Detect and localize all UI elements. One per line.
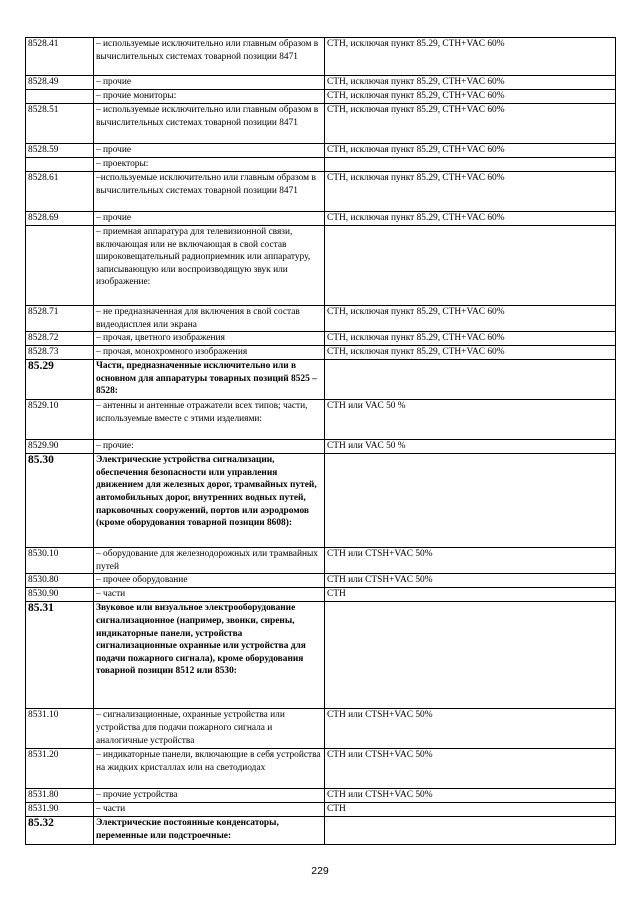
table-row [26, 749, 616, 789]
code-cell: 85.32 [26, 817, 94, 845]
table-row [26, 440, 616, 454]
description-cell: – прочие: [94, 440, 325, 454]
code-cell [26, 90, 94, 104]
rule-cell [325, 602, 616, 709]
description-cell: – проекторы: [94, 158, 325, 172]
rule-cell: СТН, исключая пункт 85.29, СТН+VAC 60% [325, 144, 616, 158]
rule-cell: СТН или VAC 50 % [325, 400, 616, 440]
rule-cell: СТН, исключая пункт 85.29, СТН+VAC 60% [325, 38, 616, 76]
code-cell: 8528.69 [26, 212, 94, 226]
code-cell: 8531.90 [26, 803, 94, 817]
table-row [26, 789, 616, 803]
description-cell: – прочие [94, 76, 325, 90]
description-cell: Звуковое или визуальное электрооборудование сигнализационное (например, звонки, сирены, индикаторные панели, устройства сигнализационные охранные или устройства для подачи пожарного сигнала), кроме оборудования товарной позиции 8512 или 8530: [94, 602, 325, 709]
table-row [26, 709, 616, 749]
rule-cell [325, 226, 616, 306]
table-row [26, 144, 616, 158]
rule-cell: СТН, исключая пункт 85.29, СТН+VAC 60% [325, 90, 616, 104]
description-cell: – используемые исключительно или главным образом в вычислительных системах товарной позиции 8471 [94, 104, 325, 144]
rule-cell [325, 158, 616, 172]
description-cell: – прочая, цветного изображения [94, 332, 325, 346]
table-row [26, 226, 616, 306]
table-row [26, 588, 616, 602]
rule-cell: СТН, исключая пункт 85.29, СТН+VAC 60% [325, 332, 616, 346]
table-row [26, 332, 616, 346]
code-cell: 8530.10 [26, 548, 94, 574]
description-cell: – оборудование для железнодорожных или трамвайных путей [94, 548, 325, 574]
rule-cell [325, 360, 616, 400]
rules-of-origin-table [25, 37, 616, 845]
code-cell: 8528.71 [26, 306, 94, 332]
code-cell: 8531.10 [26, 709, 94, 749]
rule-cell: СТН, исключая пункт 85.29, СТН+VAC 60% [325, 346, 616, 360]
description-cell: – приемная аппаратура для телевизионной связи, включающая или не включающая в свой состав широковещательный радиоприемник или аппаратуру, записывающую или воспроизводящую звук или изображение: [94, 226, 325, 306]
code-cell: 8528.49 [26, 76, 94, 90]
table-row [26, 104, 616, 144]
rule-cell: СТН [325, 803, 616, 817]
rule-cell: СТН, исключая пункт 85.29, СТН+VAC 60% [325, 212, 616, 226]
description-cell: – прочие устройства [94, 789, 325, 803]
table-row [26, 38, 616, 76]
description-cell: – антенны и антенные отражатели всех типов; части, используемые вместе с этими изделиями: [94, 400, 325, 440]
code-cell [26, 226, 94, 306]
rule-cell: СТН или CTSH+VAC 50% [325, 548, 616, 574]
code-cell: 8528.61 [26, 172, 94, 212]
code-cell [26, 158, 94, 172]
table-row [26, 90, 616, 104]
code-cell: 8528.72 [26, 332, 94, 346]
rule-cell: СТН или VAC 50 % [325, 440, 616, 454]
page-number: 229 [311, 865, 329, 877]
table-row [26, 803, 616, 817]
description-cell: – прочие [94, 212, 325, 226]
code-cell: 85.29 [26, 360, 94, 400]
table-row [26, 212, 616, 226]
table-row [26, 76, 616, 90]
rule-cell: СТН или CTSH+VAC 50% [325, 574, 616, 588]
code-cell: 8529.10 [26, 400, 94, 440]
table-row [26, 574, 616, 588]
code-cell: 85.30 [26, 454, 94, 548]
table-row [26, 400, 616, 440]
description-cell: –используемые исключительно или главным образом в вычислительных системах товарной позиции 8471 [94, 172, 325, 212]
rule-cell: СТН, исключая пункт 85.29, СТН+VAC 60% [325, 306, 616, 332]
heading-row [26, 817, 616, 845]
code-cell: 8528.41 [26, 38, 94, 76]
table-row [26, 172, 616, 212]
table-row [26, 306, 616, 332]
heading-row [26, 454, 616, 548]
rule-cell: СТН, исключая пункт 85.29, СТН+VAC 60% [325, 172, 616, 212]
description-cell: – сигнализационные, охранные устройства или устройства для подачи пожарного сигнала и аналогичные устройства [94, 709, 325, 749]
rule-cell: СТН, исключая пункт 85.29, СТН+VAC 60% [325, 104, 616, 144]
description-cell: – прочие мониторы: [94, 90, 325, 104]
description-cell: – не предназначенная для включения в свой состав видеодисплея или экрана [94, 306, 325, 332]
rule-cell: СТН [325, 588, 616, 602]
table-row [26, 346, 616, 360]
code-cell: 8531.80 [26, 789, 94, 803]
rule-cell: СТН, исключая пункт 85.29, СТН+VAC 60% [325, 76, 616, 90]
code-cell: 85.31 [26, 602, 94, 709]
code-cell: 8529.90 [26, 440, 94, 454]
description-cell: Части, предназначенные исключительно или в основном для аппаратуры товарных позиций 8525 – 8528: [94, 360, 325, 400]
heading-row [26, 360, 616, 400]
description-cell: Электрические устройства сигнализации, обеспечения безопасности или управления движением для железных дорог, трамвайных путей, автомобильных дорог, внутренних водных путей, парковочных сооружений, портов или аэродромов (кроме оборудования товарной позиции 8608): [94, 454, 325, 548]
rule-cell: СТН или CTSH+VAC 50% [325, 709, 616, 749]
code-cell: 8528.51 [26, 104, 94, 144]
description-cell: – прочее оборудование [94, 574, 325, 588]
rule-cell: СТН или CTSH+VAC 50% [325, 749, 616, 789]
rule-cell [325, 817, 616, 845]
description-cell: – прочая, монохромного изображения [94, 346, 325, 360]
description-cell: – используемые исключительно или главным образом в вычислительных системах товарной позиции 8471 [94, 38, 325, 76]
code-cell: 8528.59 [26, 144, 94, 158]
description-cell: – индикаторные панели, включающие в себя устройства на жидких кристаллах или на светодиодах [94, 749, 325, 789]
description-cell: Электрические постоянные конденсаторы, переменные или подстроечные: [94, 817, 325, 845]
code-cell: 8530.80 [26, 574, 94, 588]
code-cell: 8531.20 [26, 749, 94, 789]
table-body [26, 38, 616, 845]
table-row [26, 158, 616, 172]
rule-cell: СТН или CTSH+VAC 50% [325, 789, 616, 803]
heading-row [26, 602, 616, 709]
rule-cell [325, 454, 616, 548]
description-cell: – прочие [94, 144, 325, 158]
table-row [26, 548, 616, 574]
code-cell: 8528.73 [26, 346, 94, 360]
description-cell: – части [94, 588, 325, 602]
code-cell: 8530.90 [26, 588, 94, 602]
description-cell: – части [94, 803, 325, 817]
